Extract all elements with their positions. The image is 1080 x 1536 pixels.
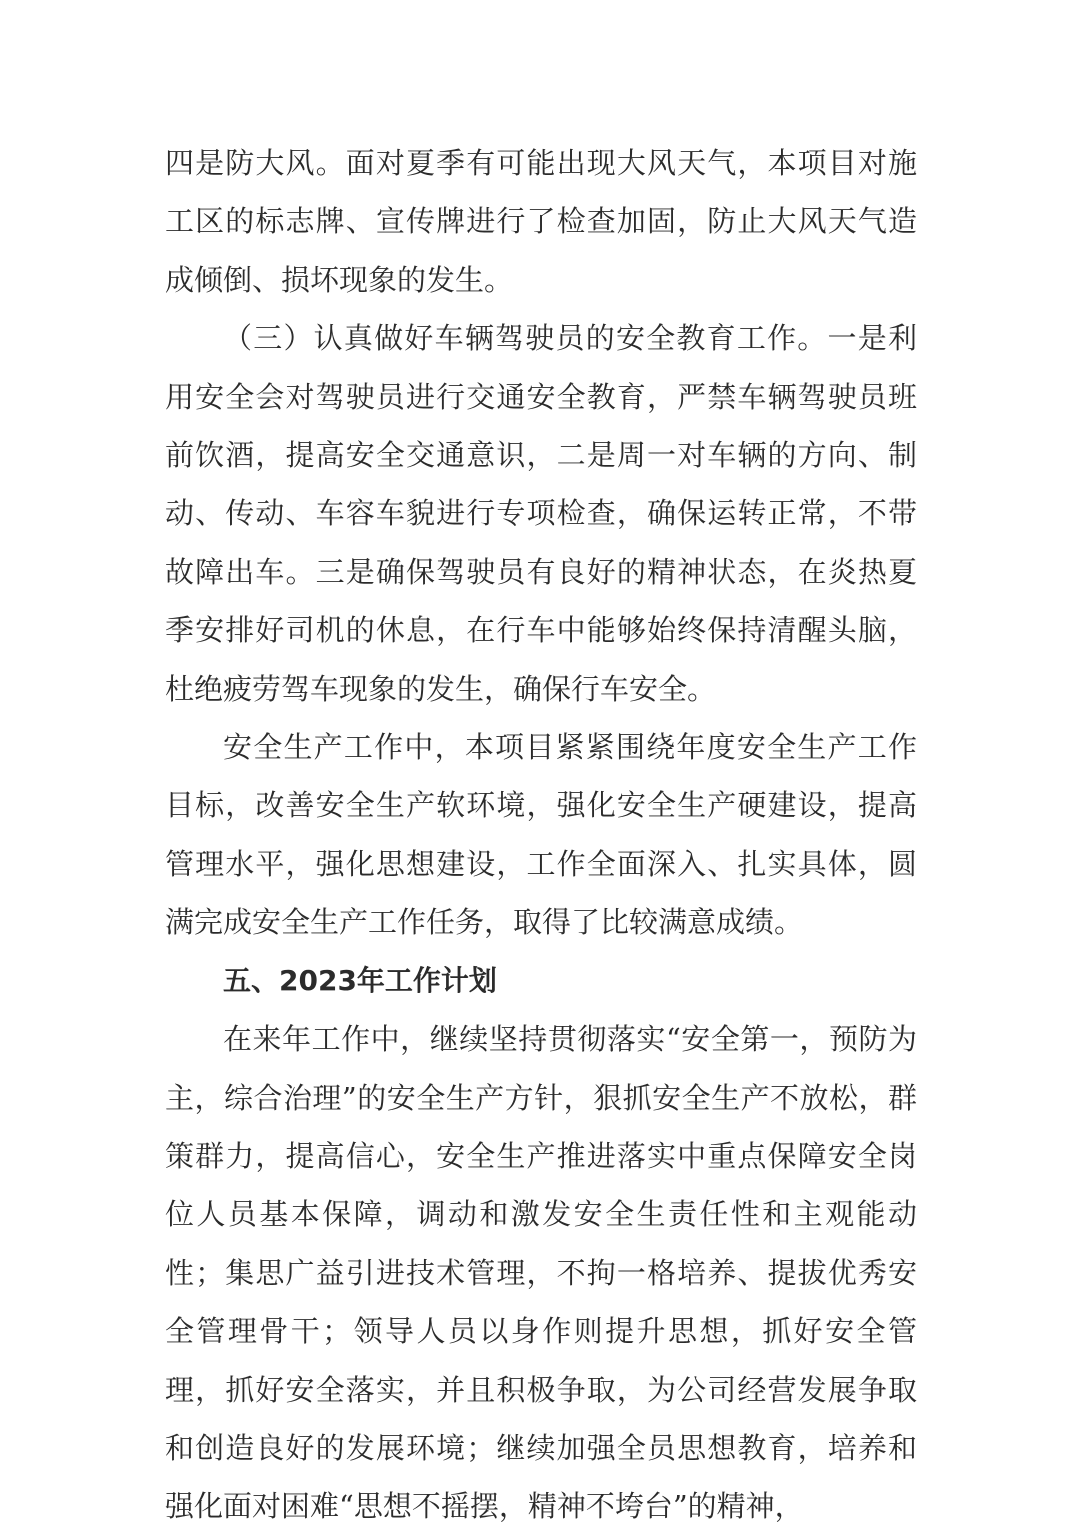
paragraph-work-plan: 在来年工作中，继续坚持贯彻落实“安全第一，预防为主，综合治理”的安全生产方针，狠抓安全生产不放松，群策群力，提高信心，安全生产推进落实中重点保障安全岗位人员基本保障，调动和激发安全生责任性和主观能动性；集思广益引进技术管理，不拘一格培养、提拔优秀安全管理骨干；领导人员以身作则提升思想，抓好安全管理，抓好安全落实，并且积极争取，为公司经营发展争取和创造良好的发展环境；继续加强全员思想教育，培养和强化面对困难“思想不摇摆，精神不垮台”的精神，: [165, 1022, 917, 1524]
paragraph-wind-prevention: 四是防大风。面对夏季有可能出现大风天气，本项目对施工区的标志牌、宣传牌进行了检查加固，防止大风天气造成倾倒、损坏现象的发生。: [165, 146, 917, 297]
section-heading-work-plan: 五、2023年工作计划: [223, 963, 497, 997]
document-body: [165, 134, 917, 1536]
paragraph-safety-summary: 安全生产工作中，本项目紧紧围绕年度安全生产工作目标，改善安全生产软环境，强化安全生产硬建设，提高管理水平，强化思想建设，工作全面深入、扎实具体，圆满完成安全生产工作任务，取得了比较满意成绩。: [165, 730, 917, 940]
paragraph-driver-safety-education: （三）认真做好车辆驾驶员的安全教育工作。一是利用安全会对驾驶员进行交通安全教育，严禁车辆驾驶员班前饮酒，提高安全交通意识，二是周一对车辆的方向、制动、传动、车容车貌进行专项检查，确保运转正常，不带故障出车。三是确保驾驶员有良好的精神状态，在炎热夏季安排好司机的休息，在行车中能够始终保持清醒头脑，杜绝疲劳驾车现象的发生，确保行车安全。: [165, 321, 917, 706]
